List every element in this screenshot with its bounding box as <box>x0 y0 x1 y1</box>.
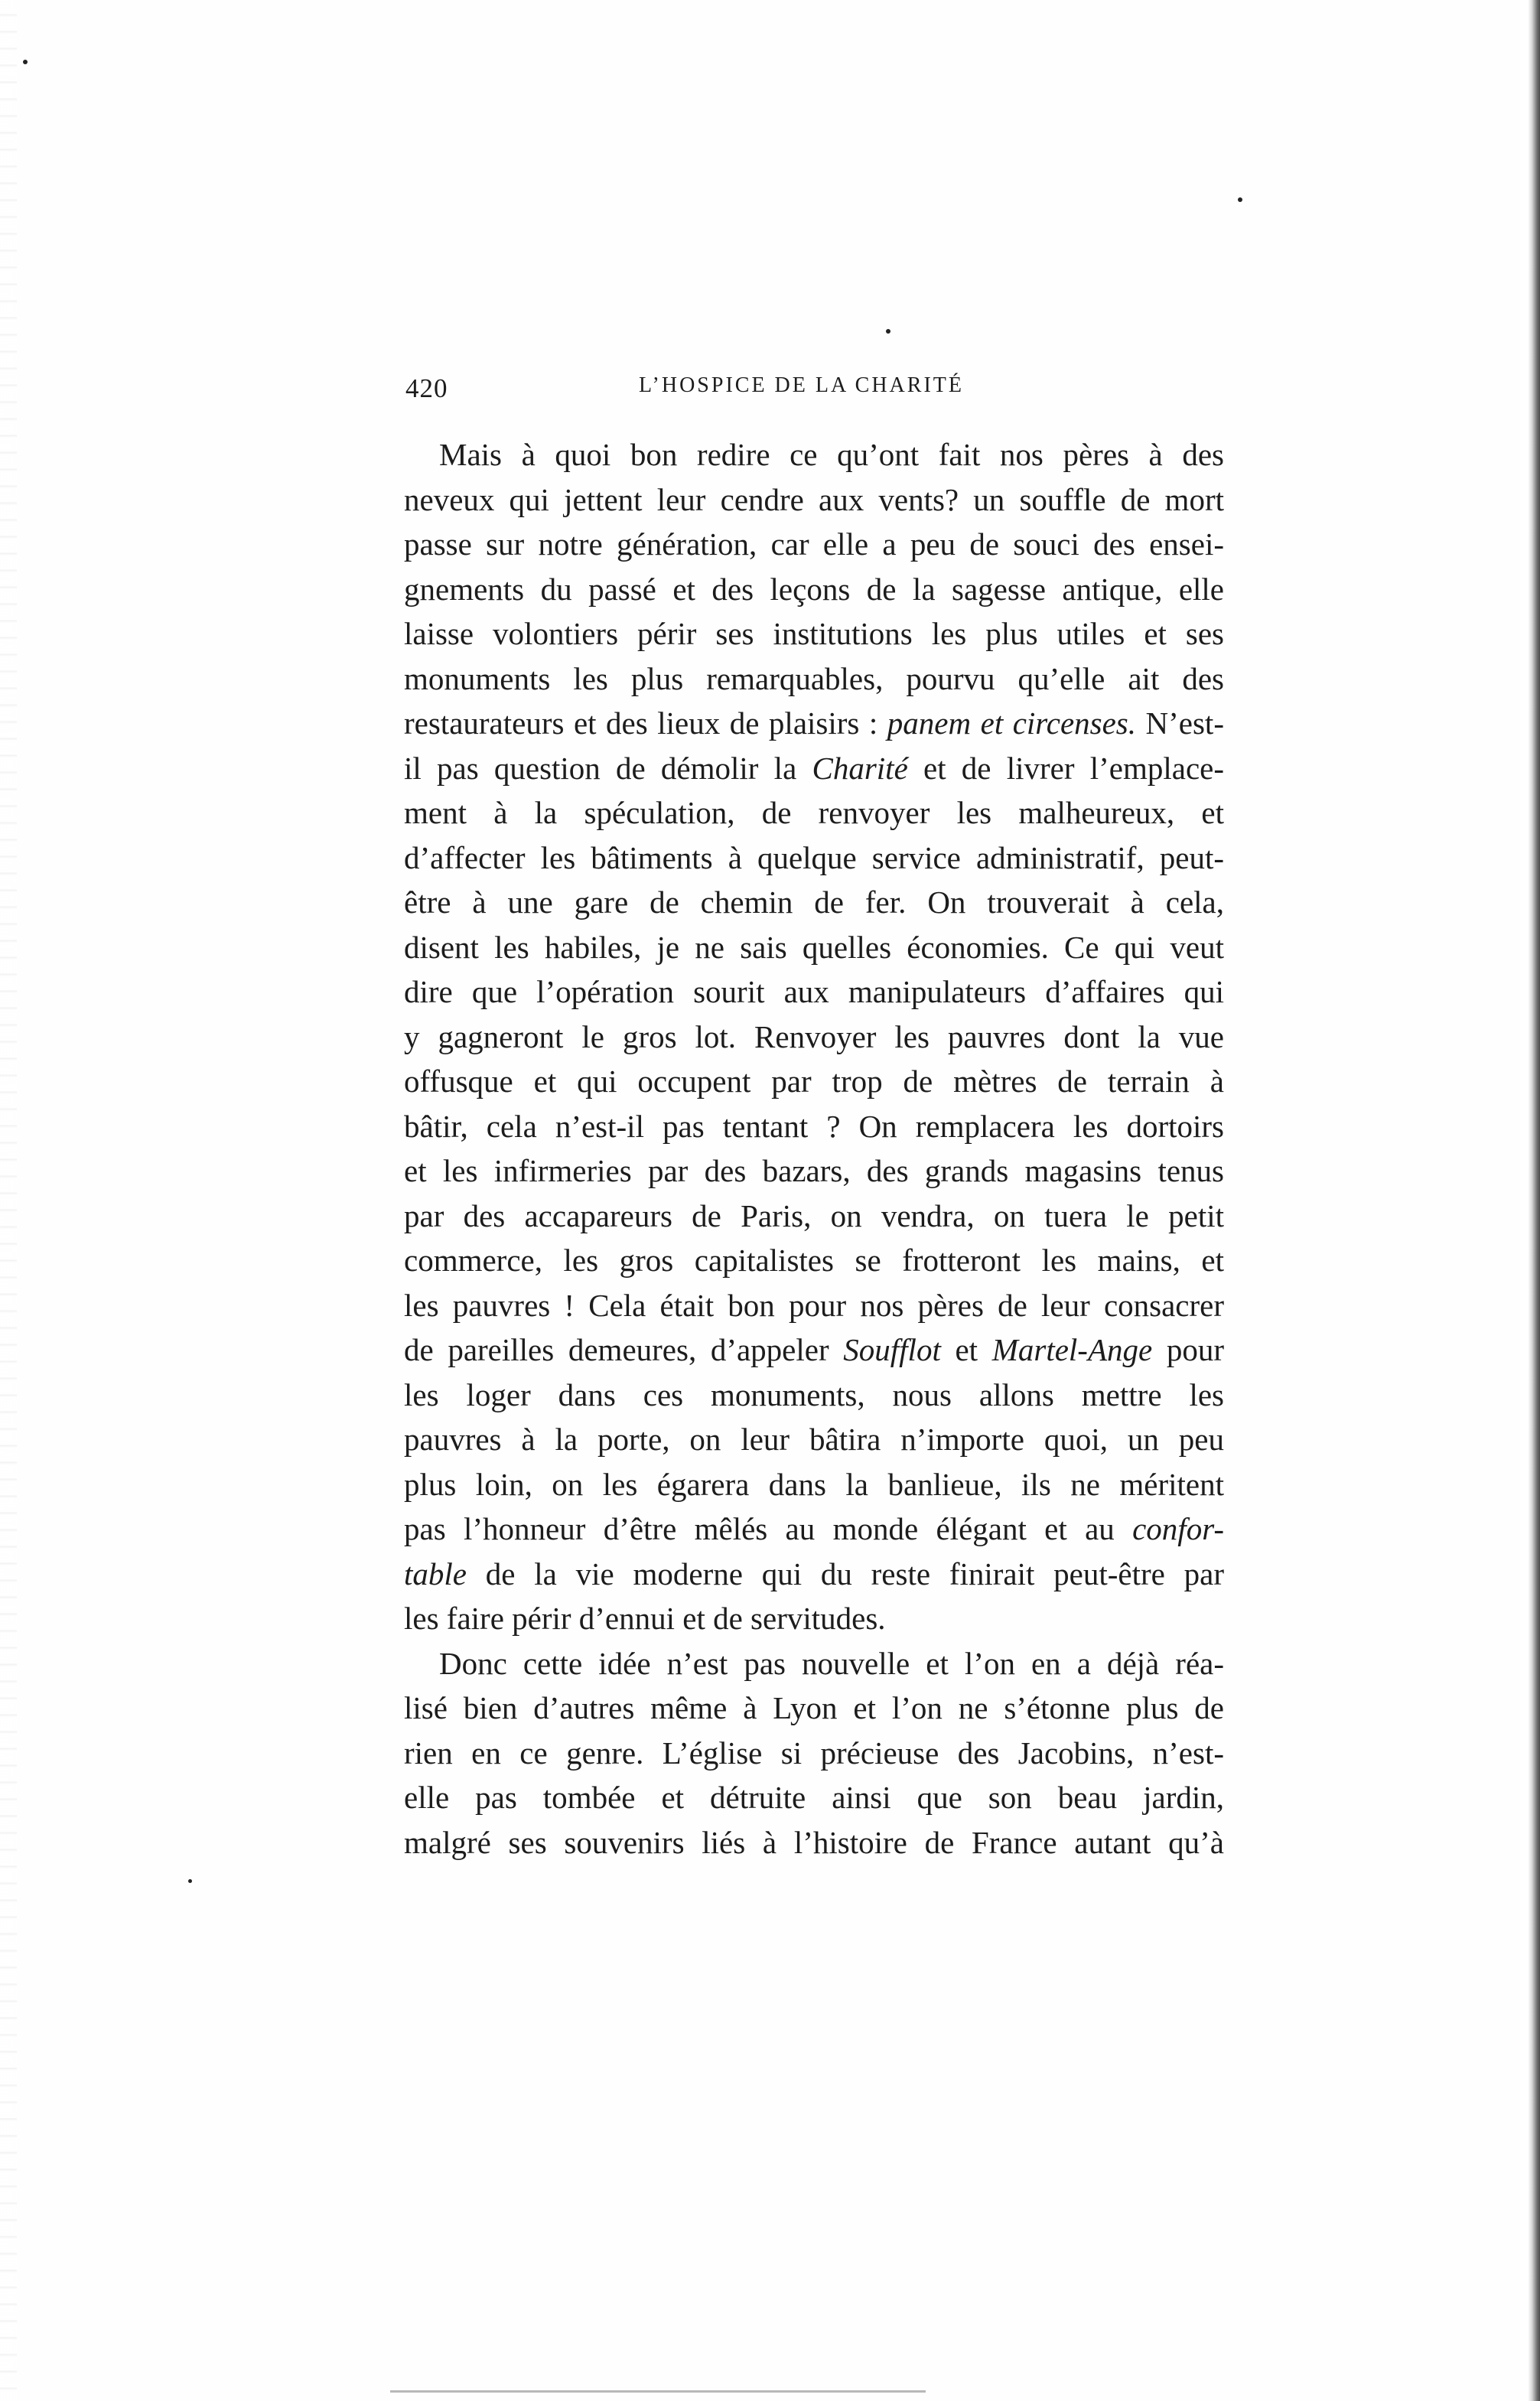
scan-speck <box>23 60 28 64</box>
text-line: passe sur notre génération, car elle a peu de souci des ensei- <box>404 526 1224 562</box>
text-line: commerce, les gros capitalistes se frotteront les mains, et <box>404 1243 1224 1278</box>
italic-phrase: Soufflot <box>843 1332 941 1367</box>
text-line: par des accapareurs de Paris, on vendra, on tuera le petit <box>404 1197 1224 1233</box>
body-text <box>404 432 1224 1865</box>
text-line: offusque et qui occupent par trop de mètres de terrain à <box>404 1064 1224 1099</box>
text-line: laisse volontiers périr ses institutions les plus utiles et ses <box>404 616 1224 651</box>
text-line: pas l’honneur d’être mêlés au monde élégant et au confor- <box>404 1511 1224 1546</box>
text-line: dire que l’opération sourit aux manipulateurs d’affaires qui <box>404 974 1224 1009</box>
text-line: disent les habiles, je ne sais quelles économies. Ce qui veut <box>404 929 1224 965</box>
italic-phrase: panem et circenses. <box>887 705 1136 741</box>
text-line: ment à la spéculation, de renvoyer les malheureux, et <box>404 795 1224 830</box>
text-line: les loger dans ces monuments, nous allons mettre les <box>404 1376 1224 1412</box>
italic-phrase: Charité <box>812 750 908 786</box>
italic-phrase: table <box>404 1556 467 1591</box>
text-line: malgré ses souvenirs liés à l’histoire de France autant qu’à <box>404 1824 1224 1860</box>
running-title: L’HOSPICE DE LA CHARITÉ <box>639 373 964 397</box>
text-line: neveux qui jettent leur cendre aux vents? un souffle de mort <box>404 481 1224 517</box>
text-line: être à une gare de chemin de fer. On trouverait à cela, <box>404 884 1224 920</box>
text-line: monuments les plus remarquables, pourvu qu’elle ait des <box>404 660 1224 696</box>
text-line: et les infirmeries par des bazars, des grands magasins tenus <box>404 1153 1224 1188</box>
scan-left-edge <box>0 0 17 2401</box>
scan-right-edge <box>1520 0 1540 2401</box>
text-line: les faire périr d’ennui et de servitudes. <box>404 1601 886 1636</box>
italic-phrase: confor- <box>1132 1511 1224 1546</box>
text-line: les pauvres ! Cela était bon pour nos pères de leur consacrer <box>404 1287 1224 1323</box>
text-line: gnements du passé et des leçons de la sagesse antique, elle <box>404 571 1224 607</box>
page-number: 420 <box>405 373 448 403</box>
text-line: lisé bien d’autres même à Lyon et l’on ne s’étonne plus de <box>404 1690 1224 1725</box>
text-line: restaurateurs et des lieux de plaisirs : panem et circenses. N’est- <box>404 705 1224 741</box>
running-head <box>405 373 1224 407</box>
scan-speck <box>188 1879 192 1883</box>
text-line: de pareilles demeures, d’appeler Soufflot et Martel-Ange pour <box>404 1332 1224 1367</box>
text-line: il pas question de démolir la Charité et de livrer l’emplace- <box>404 750 1224 786</box>
text-line: bâtir, cela n’est-il pas tentant ? On remplacera les dortoirs <box>404 1108 1224 1144</box>
text-line: rien en ce genre. L’église si précieuse des Jacobins, n’est- <box>404 1735 1224 1771</box>
text-line: pauvres à la porte, on leur bâtira n’importe quoi, un peu <box>404 1422 1224 1457</box>
scan-speck <box>1238 197 1242 202</box>
text-line: d’affecter les bâtiments à quelque service administratif, peut- <box>404 839 1224 875</box>
text-line: y gagneront le gros lot. Renvoyer les pauvres dont la vue <box>404 1018 1224 1054</box>
scan-bottom-rule <box>390 2390 926 2393</box>
text-line: elle pas tombée et détruite ainsi que son beau jardin, <box>404 1780 1224 1815</box>
text-line: Mais à quoi bon redire ce qu’ont fait nos pères à des <box>439 437 1224 472</box>
text-line: plus loin, on les égarera dans la banlieue, ils ne méritent <box>404 1466 1224 1502</box>
scan-speck <box>886 329 890 334</box>
text-line: table de la vie moderne qui du reste finirait peut-être par <box>404 1556 1224 1591</box>
text-line: Donc cette idée n’est pas nouvelle et l’on en a déjà réa- <box>439 1645 1224 1681</box>
italic-phrase: Martel-Ange <box>991 1332 1153 1367</box>
